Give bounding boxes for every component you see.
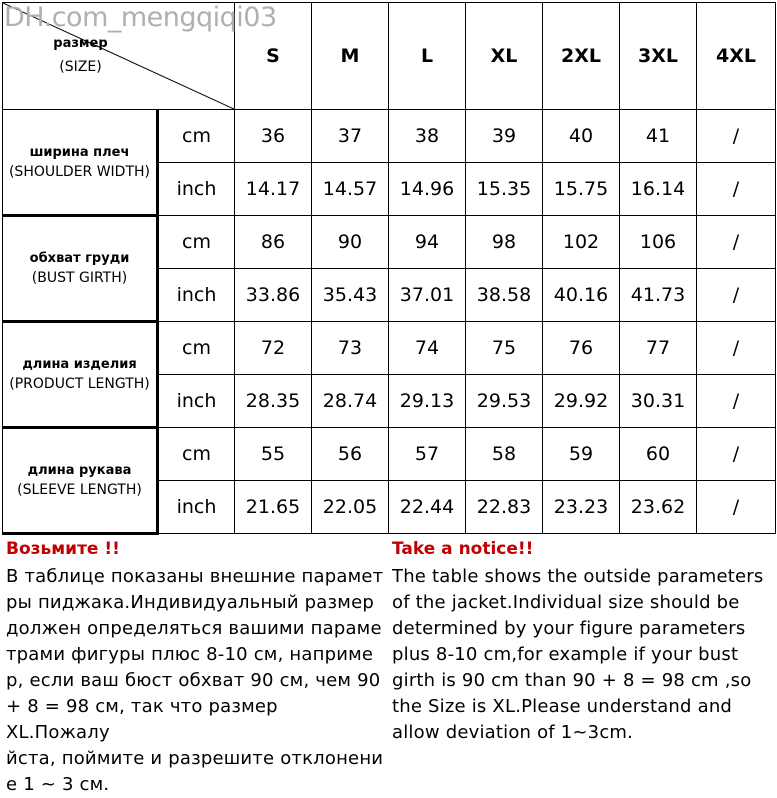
notice-ru-title: Возьмите !! [6,539,120,559]
notice-ru-text: В таблице показаны внешние парамет ры пиджака.Индивидуальный размер должен определяться вашими параме трами фигуры плюс 8-10 см, наприме р, если ваш бюст обхват 90 см, чем 90 + 8 = 98 см, так что размер XL.Пожалу йста, поймите и разрешите отклонени е 1 ~ 3 см. [6,566,384,795]
notice-en-title: Take a notice!! [392,539,534,559]
table-row [3,428,776,481]
table-cell: 29.13 [389,375,466,428]
table-cell: 22.44 [389,481,466,534]
table-cell: 72 [235,322,312,375]
diagonal-divider [3,3,234,109]
table-cell: / [697,110,776,163]
param-label-sleeve: длина рукава (SLEEVE LENGTH) [3,428,158,534]
table-cell: 23.23 [543,481,620,534]
table-cell: 94 [389,216,466,269]
size-title-en: (SIZE) [59,59,102,75]
table-cell: 36 [235,110,312,163]
table-row [3,322,776,375]
table-cell: 38.58 [466,269,543,322]
notice-en [392,536,772,746]
table-cell: 29.92 [543,375,620,428]
size-header-2xl: 2XL [543,3,620,110]
notice-en-text: The table shows the outside parameters of the jacket.Individual size should be determined by your figure parameters plus 8-10 cm,for example if your bust girth is 90 cm than 90 + 8 = 98 cm ,so the Size is XL.Please understand and allow deviation of 1~3cm. [392,566,764,743]
table-cell: 37.01 [389,269,466,322]
table-cell: 37 [312,110,389,163]
table-cell: 86 [235,216,312,269]
param-label-bust: обхват груди (BUST GIRTH) [3,216,158,322]
table-cell: / [697,269,776,322]
table-cell: 14.96 [389,163,466,216]
param-label-length: длина изделия (PRODUCT LENGTH) [3,322,158,428]
table-cell: 40 [543,110,620,163]
table-cell: 15.35 [466,163,543,216]
table-cell: 41.73 [620,269,697,322]
size-header-s: S [235,3,312,110]
table-cell: 38 [389,110,466,163]
table-cell: 21.65 [235,481,312,534]
table-row [3,216,776,269]
unit-cm: cm [158,110,235,163]
table-cell: 14.57 [312,163,389,216]
table-cell: 28.35 [235,375,312,428]
table-cell: 106 [620,216,697,269]
table-cell: 74 [389,322,466,375]
table-cell: 59 [543,428,620,481]
table-cell: / [697,428,776,481]
size-header-4xl: 4XL [697,3,776,110]
table-row [3,110,776,163]
size-header-xl: XL [466,3,543,110]
size-header-l: L [389,3,466,110]
size-header-m: M [312,3,389,110]
table-cell: 56 [312,428,389,481]
table-cell: 98 [466,216,543,269]
unit-inch: inch [158,163,235,216]
table-cell: / [697,216,776,269]
unit-inch: inch [158,481,235,534]
table-cell: 15.75 [543,163,620,216]
table-cell: 73 [312,322,389,375]
table-cell: / [697,481,776,534]
unit-cm: cm [158,428,235,481]
table-cell: / [697,163,776,216]
size-chart-table [2,2,776,535]
table-cell: 33.86 [235,269,312,322]
param-label-shoulder: ширина плеч (SHOULDER WIDTH) [3,110,158,216]
header-row [3,3,776,110]
table-cell: 58 [466,428,543,481]
table-cell: 22.05 [312,481,389,534]
table-cell: 22.83 [466,481,543,534]
table-cell: 102 [543,216,620,269]
watermark-text: DH.com_mengqiqi03 [4,2,277,33]
table-cell: 16.14 [620,163,697,216]
table-cell: 77 [620,322,697,375]
table-cell: 28.74 [312,375,389,428]
table-cell: 30.31 [620,375,697,428]
table-cell: 41 [620,110,697,163]
table-cell: / [697,322,776,375]
table-cell: 60 [620,428,697,481]
table-cell: 39 [466,110,543,163]
unit-inch: inch [158,269,235,322]
table-cell: 76 [543,322,620,375]
unit-cm: cm [158,216,235,269]
size-title-ru: размер [53,36,108,51]
table-cell: / [697,375,776,428]
table-cell: 35.43 [312,269,389,322]
table-cell: 29.53 [466,375,543,428]
size-corner-cell [3,3,235,110]
unit-cm: cm [158,322,235,375]
size-header-3xl: 3XL [620,3,697,110]
unit-inch: inch [158,375,235,428]
table-cell: 23.62 [620,481,697,534]
table-cell: 14.17 [235,163,312,216]
table-cell: 40.16 [543,269,620,322]
table-cell: 57 [389,428,466,481]
table-cell: 90 [312,216,389,269]
table-cell: 75 [466,322,543,375]
notice-ru [6,536,386,798]
table-cell: 55 [235,428,312,481]
